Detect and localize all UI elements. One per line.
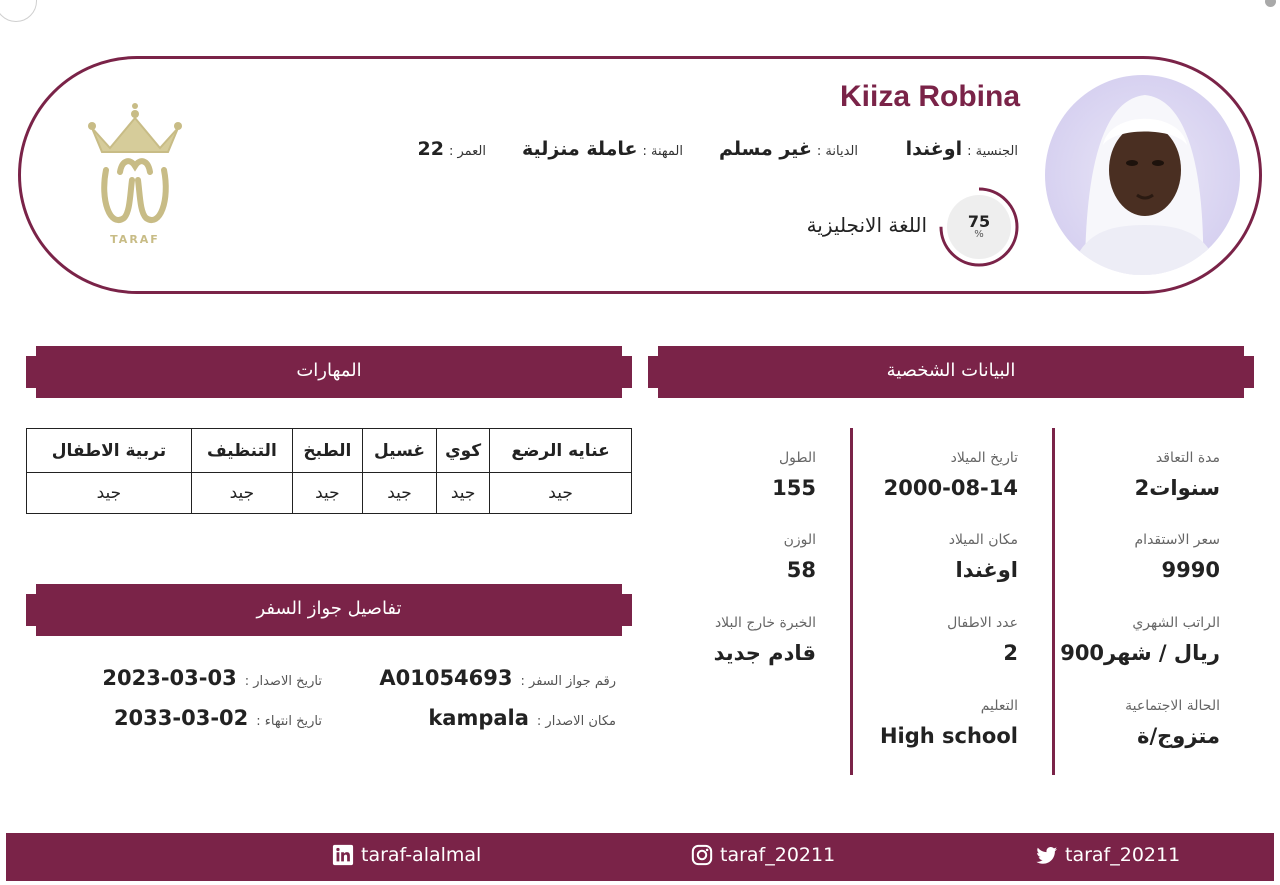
- passport-issue-place-field: [428, 706, 616, 730]
- field-value: 9990: [1161, 558, 1220, 582]
- corner-circle-decoration: [0, 0, 37, 22]
- field-value: قادم جديد: [713, 641, 816, 665]
- profession-info: [522, 138, 683, 160]
- skill-value: جيد: [27, 473, 192, 514]
- age-value: 22: [417, 138, 444, 160]
- field-label: مكان الميلاد: [948, 532, 1018, 548]
- profession-value: عاملة منزلية: [521, 138, 638, 160]
- passport-number-value: A01054693: [379, 666, 513, 690]
- skills-title: المهارات: [296, 360, 362, 381]
- field-label: الحالة الاجتماعية: [1125, 698, 1220, 714]
- issue-date-label: تاريخ الاصدار :: [244, 674, 322, 689]
- instagram-icon: [691, 844, 713, 866]
- passport-number-label: رقم جواز السفر :: [520, 674, 616, 689]
- issue-date-value: 2023-03-03: [102, 666, 237, 690]
- skill-value: جيد: [490, 473, 632, 514]
- religion-info: [719, 138, 858, 160]
- skill-value: جيد: [191, 473, 292, 514]
- expiry-date-value: 2033-03-02: [113, 706, 249, 730]
- worker-photo: [1045, 75, 1240, 275]
- children-count-field: [947, 615, 1018, 665]
- english-language-label: اللغة الانجليزية: [806, 213, 927, 237]
- birth-date-field: [884, 450, 1018, 500]
- skill-header: عنايه الرضع: [490, 429, 632, 473]
- religion-value: غير مسلم: [719, 138, 812, 160]
- field-label: عدد الاطفال: [947, 615, 1018, 631]
- field-label: الراتب الشهري: [1132, 615, 1220, 631]
- passport-title: تفاصيل جواز السفر: [256, 598, 402, 619]
- birth-place-field: [949, 532, 1018, 582]
- twitter-icon: [1036, 844, 1058, 866]
- skill-header: الطبخ: [292, 429, 362, 473]
- skill-header: تربية الاطفال: [27, 429, 192, 473]
- age-info: [418, 138, 487, 160]
- skills-header-row: [27, 429, 632, 473]
- column-divider: [1052, 428, 1055, 775]
- skill-header: كوي: [437, 429, 490, 473]
- nationality-label: الجنسية :: [967, 144, 1018, 159]
- field-label: الطول: [778, 450, 816, 466]
- personal-data-banner: [648, 346, 1254, 398]
- recruitment-price-field: [1135, 532, 1220, 582]
- logo-wordmark: TARAF: [110, 233, 160, 246]
- skill-value: جيد: [437, 473, 490, 514]
- field-value: 155: [772, 476, 816, 500]
- linkedin-handle: taraf-alalmal: [361, 844, 482, 866]
- monthly-salary-field: [1060, 615, 1220, 665]
- passport-banner: [26, 584, 632, 636]
- issue-place-label: مكان الاصدار :: [536, 714, 616, 729]
- instagram-link[interactable]: [691, 844, 835, 866]
- field-value: اوغندا: [955, 558, 1018, 582]
- field-value: 2سنوات: [1134, 476, 1220, 500]
- weight-field: [784, 532, 816, 582]
- taraf-logo: [82, 100, 188, 250]
- height-field: [772, 450, 816, 500]
- english-percent-value: 75: [967, 212, 991, 231]
- worker-name: Kiiza Robina: [839, 80, 1020, 113]
- field-value: 900ريال / شهر: [1060, 641, 1220, 665]
- field-label: الخبرة خارج البلاد: [714, 615, 816, 631]
- skills-value-row: [27, 473, 632, 514]
- scroll-indicator-dot: [1265, 0, 1276, 7]
- nationality-value: اوغندا: [905, 138, 963, 160]
- age-label: العمر :: [448, 144, 486, 159]
- field-label: سعر الاستقدام: [1134, 532, 1220, 548]
- marital-status-field: [1125, 698, 1220, 748]
- personal-data-title: البيانات الشخصية: [886, 360, 1016, 381]
- twitter-handle: taraf_20211: [1065, 844, 1181, 866]
- column-divider: [850, 428, 853, 775]
- issue-place-value: kampala: [428, 706, 529, 730]
- passport-number-field: [379, 666, 616, 690]
- skill-header: التنظيف: [191, 429, 292, 473]
- skill-header: غسيل: [362, 429, 436, 473]
- skill-value: جيد: [362, 473, 436, 514]
- expiry-date-label: تاريخ انتهاء :: [256, 714, 322, 729]
- nationality-info: [906, 138, 1018, 160]
- skill-value: جيد: [292, 473, 362, 514]
- twitter-link[interactable]: [1036, 844, 1180, 866]
- field-label: تاريخ الميلاد: [950, 450, 1018, 466]
- field-label: الوزن: [783, 532, 816, 548]
- field-value: 2000-08-14: [883, 476, 1018, 500]
- field-label: التعليم: [980, 698, 1018, 714]
- passport-expiry-field: [114, 706, 322, 730]
- skills-banner: [26, 346, 632, 398]
- instagram-handle: taraf_20211: [720, 844, 836, 866]
- passport-issue-date-field: [102, 666, 322, 690]
- field-value: High school: [879, 724, 1018, 748]
- linkedin-link[interactable]: [332, 844, 481, 866]
- field-label: مدة التعاقد: [1155, 450, 1220, 466]
- field-value: متزوج/ة: [1137, 724, 1220, 748]
- religion-label: الديانة :: [816, 144, 858, 159]
- field-value: 58: [786, 558, 816, 582]
- education-field: [880, 698, 1018, 748]
- skills-table: [26, 428, 632, 514]
- percent-sign: %: [974, 229, 984, 240]
- experience-abroad-field: [714, 615, 816, 665]
- linkedin-icon: [332, 844, 354, 866]
- profession-label: المهنة :: [642, 144, 683, 159]
- field-value: 2: [1003, 641, 1018, 665]
- contract-duration-field: [1135, 450, 1220, 500]
